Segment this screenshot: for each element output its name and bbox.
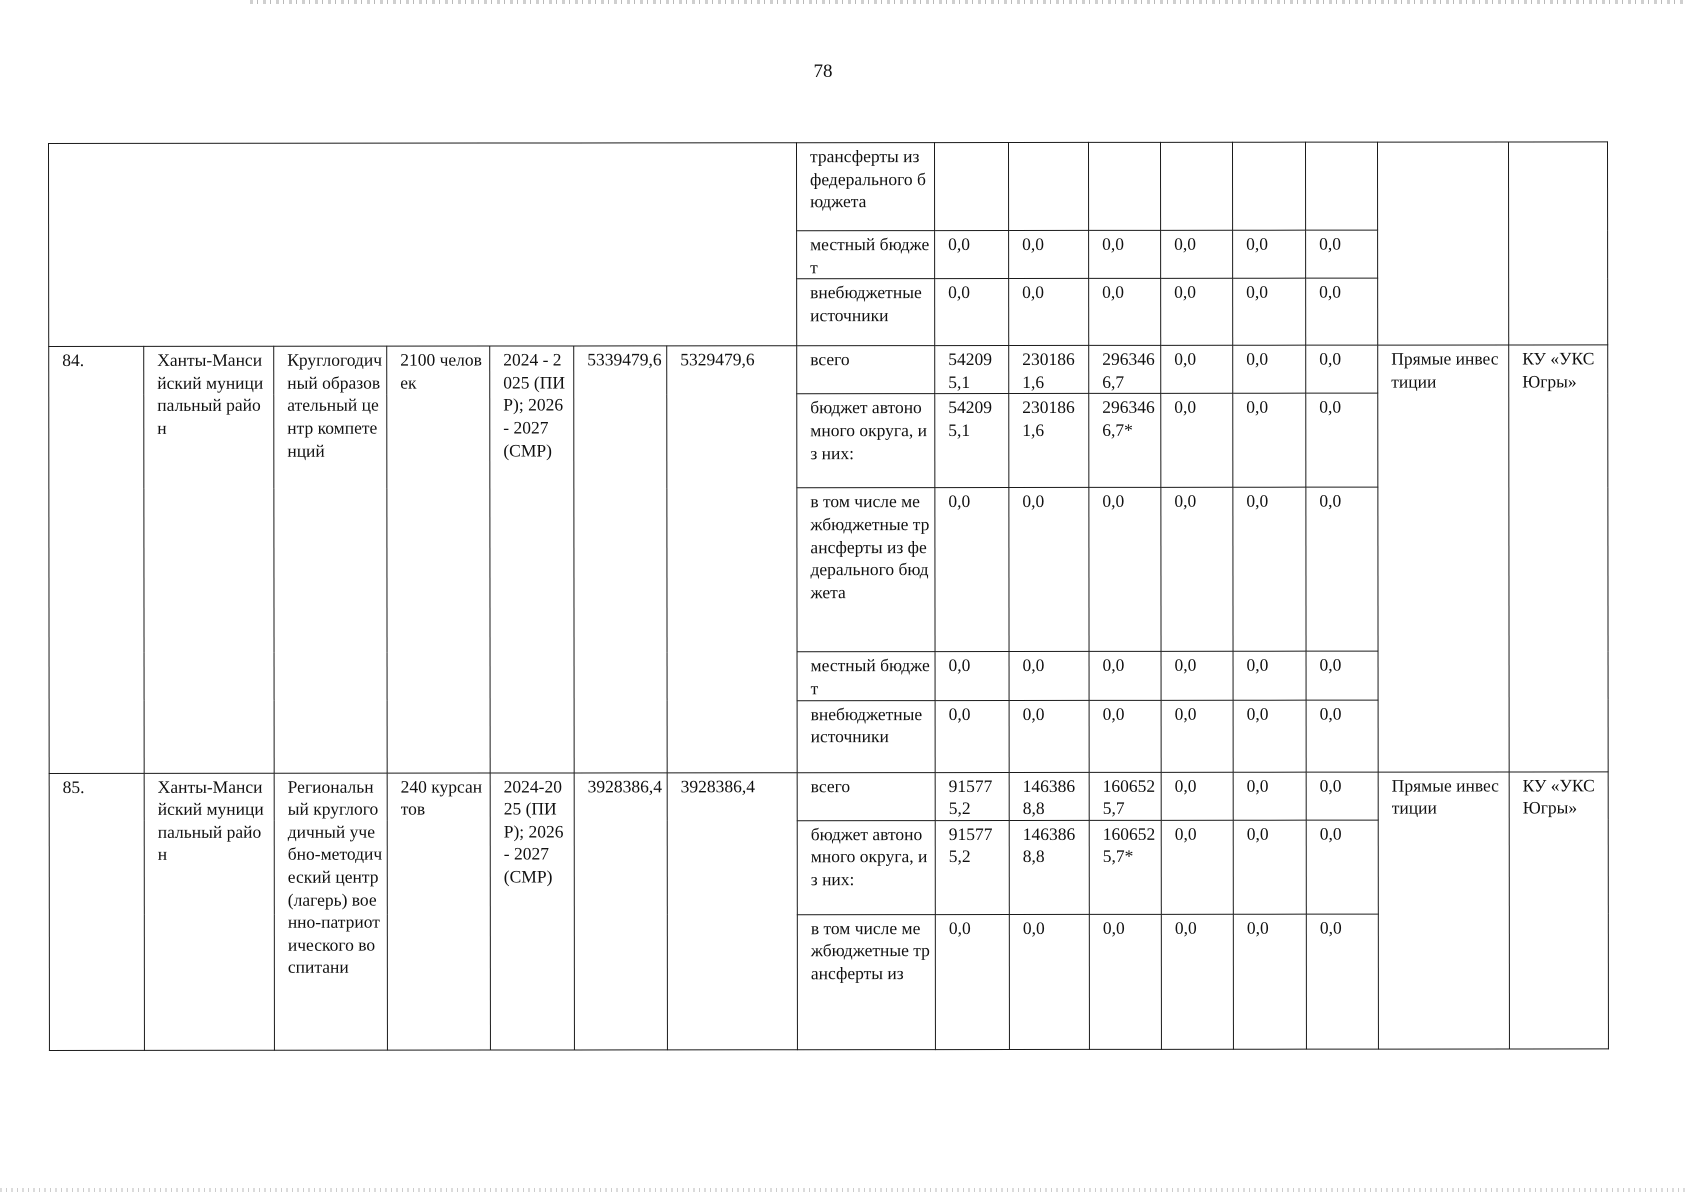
- scan-noise-bottom: [0, 1188, 1686, 1192]
- year-value-cell: [1089, 142, 1161, 230]
- year-value-cell: 0,0: [1161, 488, 1233, 652]
- municipality-cell: Ханты-Мансийский муниципальный район: [144, 346, 274, 773]
- year-value-cell: 0,0: [1306, 651, 1378, 699]
- year-value-cell: 0,0: [1233, 488, 1306, 652]
- source-label: бюджет автономного округа, из них:: [797, 820, 935, 914]
- year-value-cell: [1232, 142, 1305, 230]
- year-value-cell: 0,0: [1161, 652, 1233, 700]
- year-value-cell: 542095,1: [935, 346, 1009, 394]
- object-name-cell: Круглогодичный образовательный центр компетенций: [274, 346, 387, 772]
- year-value-cell: 0,0: [1161, 278, 1233, 345]
- year-value-cell: 0,0: [1306, 278, 1378, 345]
- year-value-cell: 1463868,8: [1009, 820, 1089, 914]
- year-value-cell: 915775,2: [935, 820, 1009, 914]
- year-value-cell: 0,0: [935, 700, 1009, 772]
- year-value-cell: 915775,2: [935, 772, 1009, 820]
- year-value-cell: [1160, 142, 1232, 230]
- year-value-cell: 0,0: [1009, 652, 1089, 700]
- source-label: местный бюджет: [797, 231, 935, 279]
- table-row: [49, 345, 1608, 395]
- year-value-cell: 0,0: [1161, 914, 1233, 1049]
- year-value-cell: [1305, 142, 1377, 230]
- source-label: бюджет автономного округа, из них:: [797, 394, 935, 488]
- year-value-cell: 0,0: [1161, 394, 1233, 488]
- mechanism-cell: Прямые инвестиции: [1378, 345, 1509, 772]
- year-value-cell: 0,0: [1089, 700, 1161, 772]
- year-value-cell: 0,0: [1306, 487, 1378, 651]
- year-value-cell: 0,0: [1306, 700, 1378, 772]
- cost-cell: 5339479,6: [574, 346, 667, 772]
- year-value-cell: 0,0: [1009, 279, 1089, 346]
- table-row: [49, 142, 1608, 232]
- source-label: всего: [797, 772, 935, 820]
- customer-cell: КУ «УКС Югры»: [1509, 345, 1608, 771]
- year-value-cell: 0,0: [1089, 652, 1161, 700]
- mechanism-cell: Прямые инвестиции: [1378, 772, 1509, 1049]
- year-value-cell: 0,0: [1009, 914, 1089, 1049]
- year-value-cell: 0,0: [1233, 820, 1306, 914]
- year-value-cell: 1606525,7: [1089, 772, 1161, 820]
- year-value-cell: 0,0: [1233, 914, 1306, 1049]
- year-value-cell: 0,0: [1306, 772, 1378, 820]
- year-value-cell: 0,0: [1306, 345, 1378, 393]
- year-value-cell: 0,0: [1233, 345, 1306, 393]
- year-value-cell: 0,0: [1161, 700, 1233, 772]
- source-label: трансферты из федерального бюджета: [797, 143, 935, 231]
- year-value-cell: 0,0: [935, 652, 1009, 700]
- year-value-cell: 0,0: [1233, 700, 1306, 772]
- year-value-cell: 0,0: [1233, 230, 1306, 278]
- customer-cell: [1508, 142, 1607, 345]
- year-value-cell: 2301861,6: [1009, 346, 1089, 394]
- year-value-cell: 0,0: [1306, 820, 1378, 914]
- year-value-cell: 0,0: [1233, 278, 1306, 345]
- table-row: [49, 771, 1608, 821]
- year-value-cell: 0,0: [1009, 488, 1089, 652]
- year-value-cell: 0,0: [1009, 230, 1089, 278]
- year-value-cell: 0,0: [1306, 230, 1378, 278]
- source-label: внебюджетные источники: [797, 700, 935, 772]
- customer-cell: КУ «УКС Югры»: [1509, 771, 1608, 1048]
- year-value-cell: 542095,1: [935, 394, 1009, 488]
- municipality-cell: Ханты-Мансийский муниципальный район: [144, 773, 274, 1050]
- year-value-cell: 0,0: [1089, 230, 1161, 278]
- source-label: внебюджетные источники: [797, 279, 935, 346]
- row-number: 84.: [49, 347, 144, 773]
- source-label: всего: [797, 346, 935, 394]
- year-value-cell: 0,0: [935, 230, 1009, 278]
- remaining-cost-cell: 5329479,6: [667, 346, 797, 773]
- continued-blank-cell: [49, 143, 797, 347]
- investment-table: [48, 141, 1609, 1050]
- year-value-cell: 0,0: [1233, 652, 1306, 700]
- source-label: в том числе межбюджетные трансферты из федерального бюджета: [797, 488, 935, 652]
- year-value-cell: 0,0: [935, 914, 1009, 1049]
- year-value-cell: 2963466,7: [1089, 346, 1161, 394]
- year-value-cell: 1463868,8: [1009, 772, 1089, 820]
- year-value-cell: 0,0: [1089, 279, 1161, 346]
- year-value-cell: 0,0: [1009, 700, 1089, 772]
- remaining-cost-cell: 3928386,4: [667, 772, 797, 1049]
- scan-noise-top: [250, 0, 1686, 4]
- year-value-cell: 1606525,7*: [1089, 820, 1161, 914]
- source-label: местный бюджет: [797, 652, 935, 700]
- period-cell: 2024-2025 (ПИР); 2026 - 2027 (СМР): [490, 773, 574, 1050]
- year-value-cell: 0,0: [1306, 393, 1378, 487]
- year-value-cell: 2963466,7*: [1089, 394, 1161, 488]
- year-value-cell: 0,0: [935, 488, 1009, 652]
- year-value-cell: 0,0: [1306, 914, 1378, 1049]
- period-cell: 2024 - 2025 (ПИР); 2026 - 2027 (СМР): [490, 346, 574, 772]
- year-value-cell: 0,0: [1161, 772, 1233, 820]
- year-value-cell: [1009, 142, 1089, 230]
- object-name-cell: Региональный круглогодичный учебно-методический центр (лагерь) военно-патриотического воспитани: [274, 773, 387, 1050]
- source-label: в том числе межбюджетные трансферты из: [797, 914, 935, 1049]
- capacity-cell: 2100 человек: [387, 346, 490, 772]
- capacity-cell: 240 курсантов: [387, 773, 490, 1050]
- year-value-cell: 0,0: [1089, 914, 1161, 1049]
- page-number: 78: [813, 61, 833, 82]
- year-value-cell: 0,0: [1161, 820, 1233, 914]
- year-value-cell: 0,0: [1089, 488, 1161, 652]
- cost-cell: 3928386,4: [574, 772, 667, 1049]
- mechanism-cell: [1377, 142, 1508, 345]
- year-value-cell: 0,0: [1161, 230, 1233, 278]
- year-value-cell: 0,0: [1233, 772, 1306, 820]
- row-number: 85.: [49, 773, 144, 1050]
- year-value-cell: 0,0: [1233, 394, 1306, 488]
- year-value-cell: 0,0: [1161, 345, 1233, 393]
- year-value-cell: [935, 142, 1009, 230]
- year-value-cell: 0,0: [935, 279, 1009, 346]
- year-value-cell: 2301861,6: [1009, 394, 1089, 488]
